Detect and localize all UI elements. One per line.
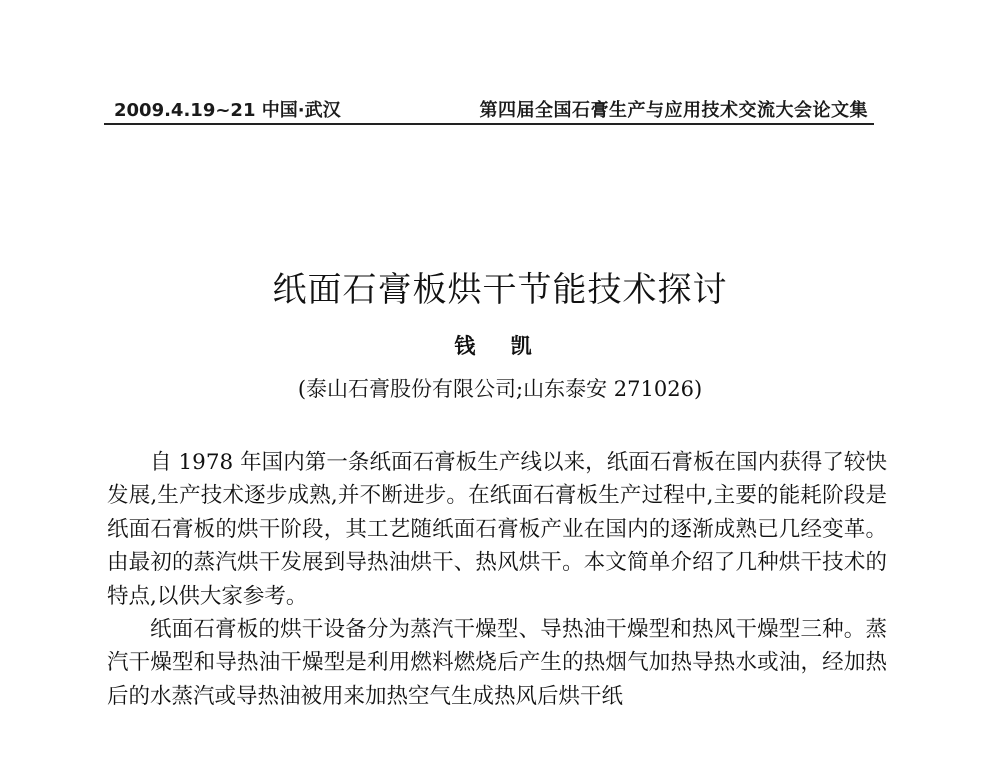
header-divider: [104, 123, 874, 125]
body-paragraph: 纸面石膏板的烘干设备分为蒸汽干燥型、导热油干燥型和热风干燥型三种。蒸汽干燥型和导热油干燥型是利用燃料燃烧后产生的热烟气加热导热水或油，经加热后的水蒸汽或导热油被用来加热空气生成热风后烘干纸: [107, 617, 887, 709]
header-conference-date-location: 2009.4.19~21 中国·武汉: [114, 100, 341, 121]
paper-author: 钱 凯: [454, 333, 546, 358]
paper-title: 纸面石膏板烘干节能技术探讨: [272, 270, 728, 310]
body-text: [107, 446, 887, 713]
header-proceedings-title: 第四届全国石膏生产与应用技术交流大会论文集: [479, 100, 868, 121]
running-header: [104, 92, 872, 122]
body-paragraph: 自 1978 年国内第一条纸面石膏板生产线以来，纸面石膏板在国内获得了较快发展,生产技术逐步成熟,并不断进步。在纸面石膏板生产过程中,主要的能耗阶段是纸面石膏板的烘干阶段，其工艺随纸面石膏板产业在国内的逐渐成熟已几经变革。由最初的蒸汽烘干发展到导热油烘干、热风烘干。本文简单介绍了几种烘干技术的特点,以供大家参考。: [107, 450, 887, 609]
paper-affiliation: (泰山石膏股份有限公司;山东泰安 271026): [297, 377, 703, 401]
